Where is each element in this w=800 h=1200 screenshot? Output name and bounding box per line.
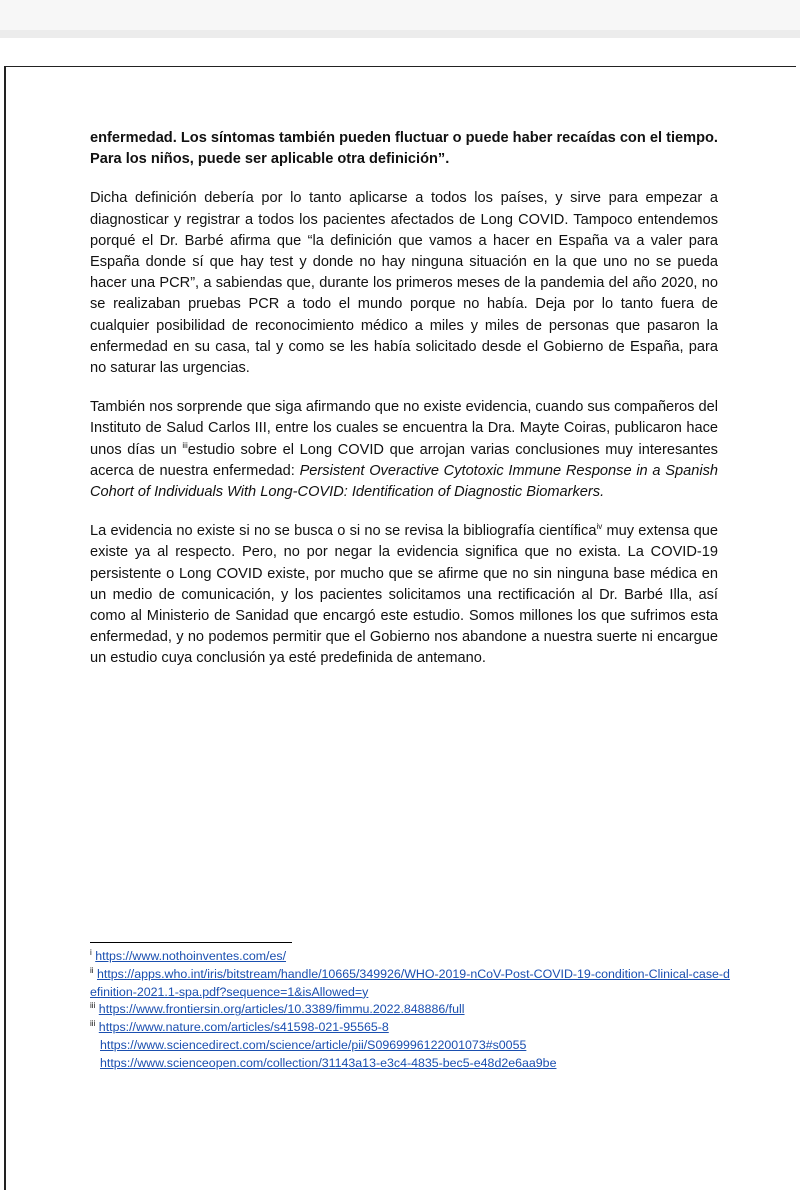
footnote-3 [90, 1001, 730, 1019]
footnote-link[interactable]: https://www.frontiersin.org/articles/10.3389/fimmu.2022.848886/full [98, 1002, 465, 1017]
paragraph-1: enfermedad. Los síntomas también pueden fluctuar o puede haber recaídas con el tiempo. Para los niños, puede ser aplicable otra definición”. [90, 130, 718, 168]
paragraph-4-text-b: muy extensa que existe ya al respecto. Pero, no por negar la evidencia significa que no exista. La COVID-19 persistente o Long COVID existe, por mucho que se afirme que no sin ninguna base médica en un medio de comunicación, y los pacientes solicitamos una rectificación al Dr. Barbé Illa, así como al Ministerio de Sanidad que encargó este estudio. Somos millones los que sufrimos esta enfermedad, y no podemos permitir que el Gobierno nos abandone a nuestra suerte ni encargue un estudio cuya conclusión ya esté predefinida de antemano. [90, 523, 718, 667]
paragraph-2: Dicha definición debería por lo tanto aplicarse a todos los países, y sirve para empezar a diagnosticar y registrar a todos los pacientes afectados de Long COVID. Tampoco entendemos porqué el Dr. Barbé afirma que “la definición que vamos a hacer en España va a valer para España donde sí que hay test y donde no hay ninguna situación en la que uno no se pueda hacer una PCR”, a sabiendas que, durante los primeros meses de la pandemia del año 2020, no se realizaban pruebas PCR a todo el mundo porque no había. Deja por lo tanto fuera de cualquier posibilidad de reconocimiento médico a miles y miles de personas que pasaron la enfermedad en su casa, tal y como se les había solicitado desde el Gobierno de España, para no saturar las urgencias. [90, 190, 718, 377]
paragraph-3 [90, 397, 718, 503]
footnote-mark: iii [90, 1001, 96, 1011]
paragraph-4 [90, 521, 718, 669]
footnote-2 [90, 966, 730, 1002]
footnote-link[interactable]: https://www.nothoinventes.com/es/ [95, 949, 287, 963]
paragraph-4-text-a: La evidencia no existe si no se busca o si no se revisa la bibliografía científica [90, 523, 597, 540]
footnote-link[interactable]: https://www.sciencedirect.com/science/article/pii/S0969996122001073#s0055 [100, 1037, 527, 1052]
footnote-mark: iii [90, 1019, 96, 1029]
footnote-mark: ii [90, 965, 94, 975]
footnotes [90, 948, 730, 1073]
document-body [90, 128, 718, 688]
paragraph-3-text-b: estudio sobre el Long COVID que arrojan varias conclusiones muy interesantes acerca de nuestra enfermedad: [90, 441, 718, 479]
footnote-ref-iv[interactable]: iv [596, 522, 603, 532]
footnote-link[interactable]: https://apps.who.int/iris/bitstream/handle/10665/349926/WHO-2019-nCoV-Post-COVID-19-condition-Clinical-case-definition-2021.1-spa.pdf?sequence=1&isAllowed=y [90, 966, 730, 999]
footnote-separator [90, 942, 292, 943]
paragraph-3-text-a: También nos sorprende que siga afirmando que no existe evidencia, cuando sus compañeros del Instituto de Salud Carlos III, entre los cuales se encuentra la Dra. Mayte Coiras, publicaron hace unos días un [90, 399, 718, 458]
footnote-1 [90, 948, 730, 966]
footnote-link[interactable]: https://www.nature.com/articles/s41598-021-95565-8 [98, 1020, 389, 1035]
viewer-top-band [0, 0, 800, 30]
footnote-ref-iii[interactable]: iii [182, 440, 188, 450]
footnote-mark: i [90, 947, 92, 957]
footnote-4 [90, 1019, 730, 1072]
study-title: Persistent Overactive Cytotoxic Immune Response in a Spanish Cohort of Individuals With Long-COVID: Identification of Diagnostic Biomarkers. [90, 462, 718, 501]
footnote-link[interactable]: https://www.scienceopen.com/collection/31143a13-e3c4-4835-bec5-e48d2e6aa9be [100, 1055, 557, 1070]
viewer-top-rule [0, 30, 800, 38]
